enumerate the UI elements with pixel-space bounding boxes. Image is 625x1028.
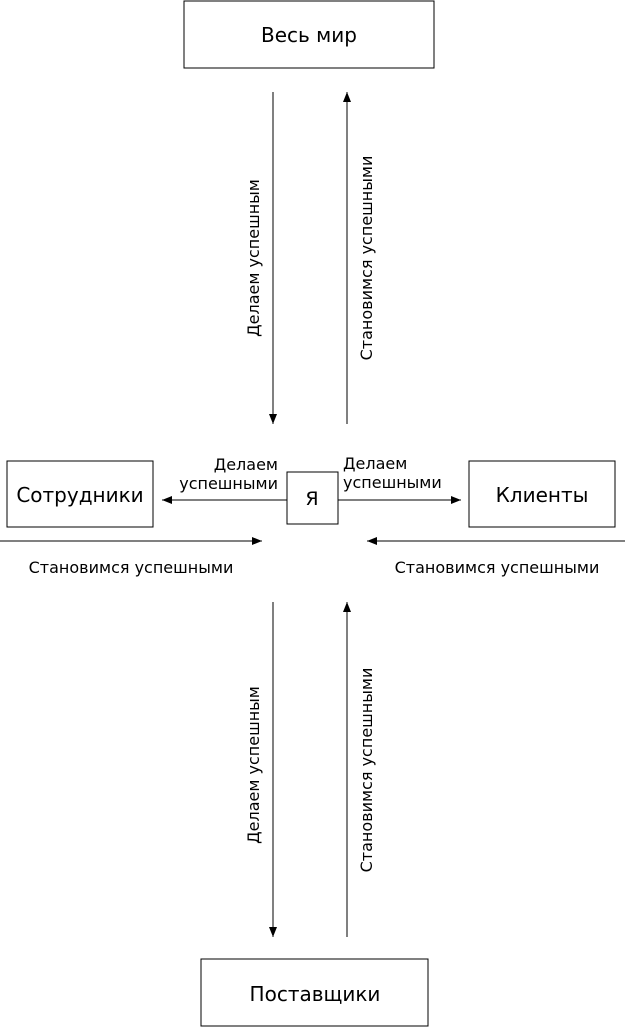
label-me-to-clients-line1: Делаем (343, 454, 408, 473)
world-label: Весь мир (261, 23, 357, 47)
label-employees-to-me: Становимся успешными (28, 558, 234, 577)
label-me-to-clients-line2: успешными (343, 473, 442, 492)
clients-label: Клиенты (495, 483, 589, 507)
me-label: Я (305, 488, 319, 510)
suppliers-label: Поставщики (249, 982, 381, 1006)
label-world-to-me: Становимся успешными (357, 155, 376, 361)
employees-node (7, 461, 153, 527)
label-me-to-world: Делаем успешным (244, 179, 263, 337)
suppliers-node (201, 959, 428, 1026)
label-me-to-employees-line1: Делаем (213, 455, 278, 474)
label-clients-to-me: Становимся успешными (394, 558, 600, 577)
world-node (184, 1, 434, 68)
me-node (287, 472, 338, 524)
employees-label: Сотрудники (16, 483, 144, 507)
label-me-to-employees-line2: успешными (179, 474, 278, 493)
label-suppliers-to-me: Становимся успешными (357, 667, 376, 873)
clients-node (469, 461, 615, 527)
label-me-to-suppliers: Делаем успешным (244, 686, 263, 844)
